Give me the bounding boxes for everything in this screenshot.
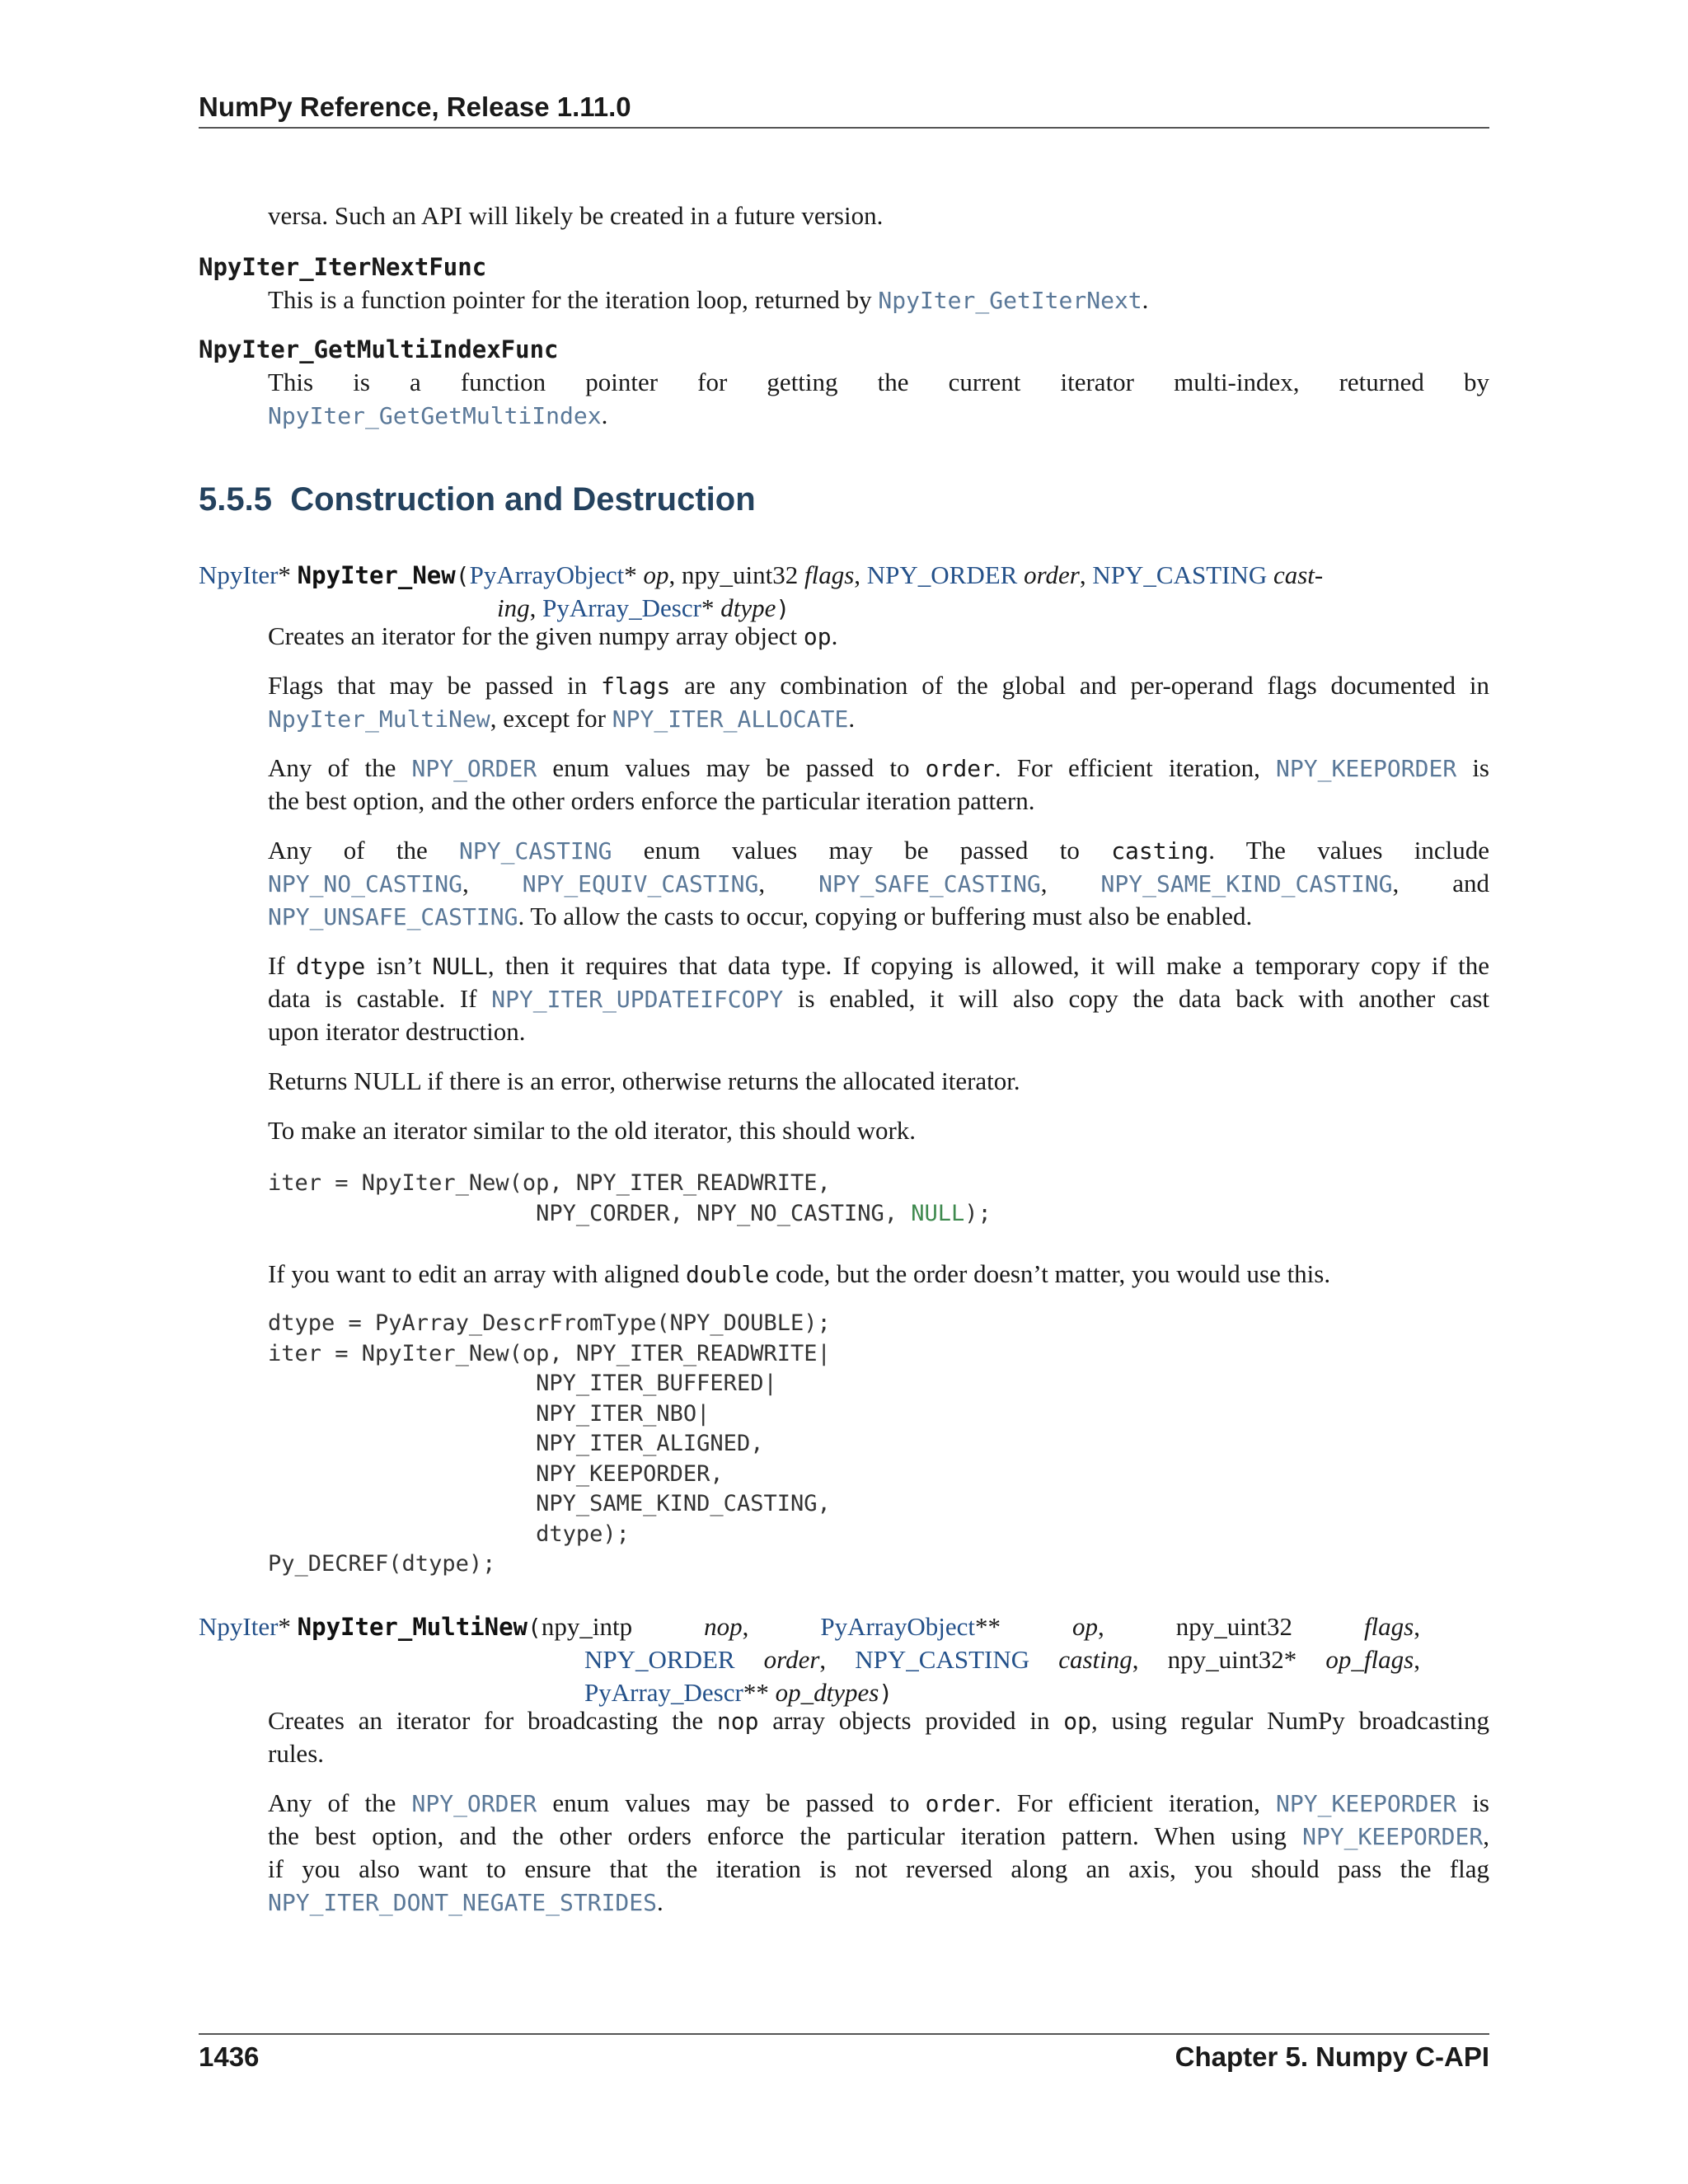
def-term-iternextfunc: NpyIter_IterNextFunc — [199, 253, 487, 281]
text: is — [1456, 1788, 1489, 1817]
pointer-star: * — [278, 560, 291, 589]
new-returns-paragraph: Returns NULL if there is an error, otherwise returns the allocated iterator. — [268, 1066, 1020, 1095]
new-intro-paragraph — [268, 620, 1489, 654]
type-link-npyiter[interactable]: NpyIter — [199, 560, 279, 589]
text: enum values may be passed to — [612, 836, 1112, 865]
new-dtype-paragraph-line3: upon iterator destruction. — [268, 1017, 526, 1046]
pointer-star: ** — [743, 1678, 769, 1707]
new-order-paragraph-line1 — [268, 752, 1489, 785]
code-order: order — [925, 755, 995, 782]
text: . For efficient iteration, — [994, 1788, 1277, 1817]
param-op: op — [643, 560, 669, 589]
punct: . — [831, 621, 838, 650]
link-npy-order[interactable]: NPY_ORDER — [411, 1790, 537, 1817]
param-dtype: dtype — [720, 593, 776, 622]
function-name-npyiter-new: NpyIter_New — [297, 561, 456, 589]
code-line: dtype = PyArray_DescrFromType(NPY_DOUBLE); — [268, 1310, 831, 1336]
text: . The values include — [1208, 836, 1489, 865]
multinew-order-paragraph-line4 — [268, 1886, 1489, 1919]
punct: . — [848, 704, 856, 733]
code-line: ); — [964, 1200, 992, 1226]
pointer-star: * — [278, 1612, 291, 1641]
signature-npyiter-new-line2: ing, PyArray_Descr* dtype) — [497, 593, 790, 622]
signature-npyiter-multinew-line2 — [584, 1643, 1420, 1676]
type-link-npy-order[interactable]: NPY_ORDER — [584, 1645, 735, 1674]
code-line: NPY_ITER_ALIGNED, — [268, 1431, 764, 1456]
text: If you want to edit an array with aligned — [268, 1259, 687, 1288]
sig-param: op, — [1071, 1612, 1104, 1641]
punct: . — [1142, 285, 1149, 314]
text: , except for — [490, 704, 612, 733]
link-npy-order[interactable]: NPY_ORDER — [411, 755, 537, 782]
text: Any of the — [268, 1788, 412, 1817]
code-block-new-example — [268, 1169, 992, 1229]
signature-npyiter-new-line1: NpyIter* NpyIter_New(PyArrayObject* op, npy_uint32 flags, NPY_ORDER order, NPY_CASTING cast- — [199, 560, 1324, 589]
param-order: order — [1024, 560, 1080, 589]
header-title: NumPy Reference, Release 1.11.0 — [199, 91, 631, 122]
type-npy-intp: npy_intp — [541, 1612, 633, 1641]
new-aligned-paragraph — [268, 1258, 1489, 1291]
link-npyiter-multinew[interactable]: NpyIter_MultiNew — [268, 705, 490, 733]
code-line: iter = NpyIter_New(op, NPY_ITER_READWRITE| — [268, 1340, 831, 1366]
text: array objects provided in — [758, 1706, 1064, 1735]
link-npy-same-kind-casting[interactable]: NPY_SAME_KIND_CASTING — [1100, 870, 1393, 898]
def-desc-iternextfunc — [268, 284, 1489, 317]
code-null: NULL — [432, 953, 488, 980]
code-order: order — [925, 1790, 995, 1817]
code-line: NPY_ITER_NBO| — [268, 1400, 710, 1427]
multinew-order-paragraph-line3: if you also want to ensure that the iteration is not reversed along an axis, you should pass the flag — [268, 1854, 1489, 1883]
param-op-flags: op_flags — [1325, 1645, 1414, 1674]
code-line: NPY_ITER_BUFFERED| — [268, 1371, 777, 1396]
new-casting-paragraph-line1 — [268, 834, 1489, 868]
text: . For efficient iteration, — [994, 753, 1277, 782]
def-desc-getmultiindexfunc-line1: This is a function pointer for getting the current iterator multi-index, returned by — [268, 368, 1489, 396]
code-line: Py_DECREF(dtype); — [268, 1551, 496, 1577]
param-casting-part1: cast- — [1273, 560, 1324, 589]
multinew-intro-paragraph-line1 — [268, 1704, 1489, 1738]
link-npy-iter-dont-negate-strides[interactable]: NPY_ITER_DONT_NEGATE_STRIDES — [268, 1889, 658, 1916]
link-npy-keeporder[interactable]: NPY_KEEPORDER — [1276, 755, 1457, 782]
new-order-paragraph-line2: the best option, and the other orders enforce the particular iteration pattern. — [268, 786, 1035, 815]
type-link-pyarray-descr[interactable]: PyArray_Descr — [542, 593, 701, 622]
signature-npyiter-multinew-line1 — [199, 1610, 1420, 1644]
new-casting-paragraph-line3 — [268, 900, 1489, 934]
running-header — [199, 91, 1489, 129]
sig-param: op_flags, — [1325, 1645, 1420, 1674]
code-op: op — [803, 623, 832, 650]
sig-param: nop, — [704, 1612, 749, 1641]
text: are any combination of the global and per-operand flags documented in — [670, 671, 1489, 700]
text: is enabled, it will also copy the data back with another cast — [783, 984, 1490, 1013]
type-npy-uint32-ptr: npy_uint32* — [1167, 1645, 1297, 1674]
sig-param: order, — [763, 1645, 827, 1674]
param-casting-part2: ing — [497, 593, 530, 622]
type-link-pyarray-descr[interactable]: PyArray_Descr — [584, 1678, 743, 1707]
link-npy-unsafe-casting[interactable]: NPY_UNSAFE_CASTING — [268, 903, 518, 930]
link-npy-iter-allocate[interactable]: NPY_ITER_ALLOCATE — [612, 705, 849, 733]
link-npyiter-getgetmultiindex[interactable]: NpyIter_GetGetMultiIndex — [268, 402, 602, 429]
param-casting: casting — [1058, 1645, 1132, 1674]
code-dtype: dtype — [295, 953, 366, 980]
multinew-intro-paragraph-line2: rules. — [268, 1739, 325, 1768]
link-npy-keeporder[interactable]: NPY_KEEPORDER — [1302, 1823, 1484, 1850]
multinew-order-paragraph-line2 — [268, 1820, 1489, 1854]
type-link-npy-casting[interactable]: NPY_CASTING — [855, 1645, 1030, 1674]
new-flags-paragraph-line1 — [268, 669, 1489, 703]
param-flags: flags — [804, 560, 855, 589]
sig-param: casting, — [1058, 1645, 1139, 1674]
type-npy-uint32: , npy_uint32 — [668, 560, 804, 589]
footer-chapter: Chapter 5. Numpy C-API — [1175, 2041, 1489, 2072]
param-order: order — [763, 1645, 820, 1674]
code-line: NPY_SAME_KIND_CASTING, — [268, 1491, 831, 1516]
code-null-keyword: NULL — [911, 1200, 965, 1226]
text: the best option, and the other orders enforce the particular iteration pattern. When using — [268, 1821, 1303, 1850]
code-nop: nop — [716, 1708, 759, 1735]
text: enum values may be passed to — [537, 1788, 926, 1817]
text: Flags that may be passed in — [268, 671, 602, 700]
multinew-order-paragraph-line1 — [268, 1787, 1489, 1821]
link-npy-no-casting[interactable]: NPY_NO_CASTING — [268, 870, 463, 898]
pointer-star: ** — [975, 1612, 1001, 1641]
sig-param — [820, 1610, 1001, 1644]
text: is — [1456, 753, 1489, 782]
punct: . — [601, 401, 608, 429]
param-nop: nop — [704, 1612, 743, 1641]
code-casting: casting — [1111, 837, 1209, 865]
code-line: iter = NpyIter_New(op, NPY_ITER_READWRITE, — [268, 1170, 831, 1196]
text: . To allow the casts to occur, copying or buffering must also be enabled. — [518, 902, 1253, 930]
punct: , — [1483, 1821, 1489, 1850]
paren-open: ( — [455, 562, 470, 589]
pointer-star: * — [624, 560, 637, 589]
def-desc-text: This is a function pointer for the iteration loop, returned by — [268, 285, 879, 314]
paren-close: ) — [776, 595, 790, 622]
link-npyiter-getiternext[interactable]: NpyIter_GetIterNext — [878, 287, 1142, 314]
sig-head — [199, 1610, 632, 1644]
link-npy-keeporder[interactable]: NPY_KEEPORDER — [1276, 1790, 1457, 1817]
def-term-getmultiindexfunc: NpyIter_GetMultiIndexFunc — [199, 335, 559, 363]
new-dtype-paragraph-line1 — [268, 949, 1489, 983]
code-flags: flags — [601, 673, 671, 700]
link-npy-iter-updateifcopy[interactable]: NPY_ITER_UPDATEIFCOPY — [491, 986, 784, 1013]
footer-rule — [199, 2033, 1489, 2035]
type-link-npyiter[interactable]: NpyIter — [199, 1612, 279, 1641]
new-flags-paragraph-line2 — [268, 702, 1489, 736]
code-line: dtype); — [268, 1521, 630, 1547]
code-line: NPY_KEEPORDER, — [268, 1460, 724, 1487]
type-link-pyarrayobject[interactable]: PyArrayObject — [469, 560, 625, 589]
text: Creates an iterator for the given numpy array object — [268, 621, 804, 650]
code-double: double — [686, 1261, 770, 1288]
text: Creates an iterator for broadcasting the — [268, 1706, 717, 1735]
text: data is castable. If — [268, 984, 492, 1013]
type-link-npy-casting[interactable]: NPY_CASTING — [1092, 560, 1268, 589]
punct: . — [657, 1887, 663, 1916]
paren-close: ) — [879, 1680, 893, 1707]
code-block-aligned-example — [268, 1309, 831, 1580]
code-line: NPY_CORDER, NPY_NO_CASTING, — [268, 1200, 912, 1226]
param-op-dtypes: op_dtypes — [775, 1678, 879, 1707]
text: , then it requires that data type. If copying is allowed, it will make a temporary copy if the — [487, 951, 1489, 980]
section-number: 5.5.5 — [199, 481, 272, 518]
function-name-npyiter-multinew: NpyIter_MultiNew — [297, 1613, 528, 1641]
type-link-npy-order[interactable]: NPY_ORDER — [866, 560, 1018, 589]
text: code, but the order doesn’t matter, you would use this. — [769, 1259, 1331, 1288]
pointer-star: * — [701, 593, 715, 622]
def-desc-getmultiindexfunc-line2 — [268, 399, 1489, 433]
footer-page-number: 1436 — [199, 2041, 260, 2072]
sig-param: flags, — [1363, 1612, 1420, 1641]
section-title: Construction and Destruction — [290, 481, 756, 518]
param-op: op — [1071, 1612, 1098, 1641]
text: , using regular NumPy broadcasting — [1090, 1706, 1489, 1735]
continuation-text: versa. Such an API will likely be created in a future version. — [268, 201, 884, 230]
text: , and — [1392, 869, 1490, 898]
new-similar-paragraph: To make an iterator similar to the old iterator, this should work. — [268, 1116, 917, 1145]
new-dtype-paragraph-line2 — [268, 982, 1489, 1016]
text: If — [268, 951, 296, 980]
link-npy-equiv-casting[interactable]: NPY_EQUIV_CASTING — [522, 870, 759, 898]
link-npy-safe-casting[interactable]: NPY_SAFE_CASTING — [818, 870, 1041, 898]
section-heading — [199, 483, 756, 516]
type-link-pyarrayobject[interactable]: PyArrayObject — [820, 1612, 975, 1641]
text: isn’t — [365, 951, 433, 980]
type-npy-uint32: npy_uint32 — [1175, 1612, 1292, 1641]
text: Any of the — [268, 836, 460, 865]
text: enum values may be passed to — [537, 753, 926, 782]
paren-open: ( — [528, 1614, 542, 1641]
text: Any of the — [268, 753, 412, 782]
param-flags: flags — [1363, 1612, 1414, 1641]
new-casting-paragraph-line2: NPY_NO_CASTING, NPY_EQUIV_CASTING, NPY_SAFE_CASTING, NPY_SAME_KIND_CASTING, and — [268, 869, 1490, 898]
code-op: op — [1063, 1708, 1091, 1735]
link-npy-casting[interactable]: NPY_CASTING — [459, 837, 612, 865]
